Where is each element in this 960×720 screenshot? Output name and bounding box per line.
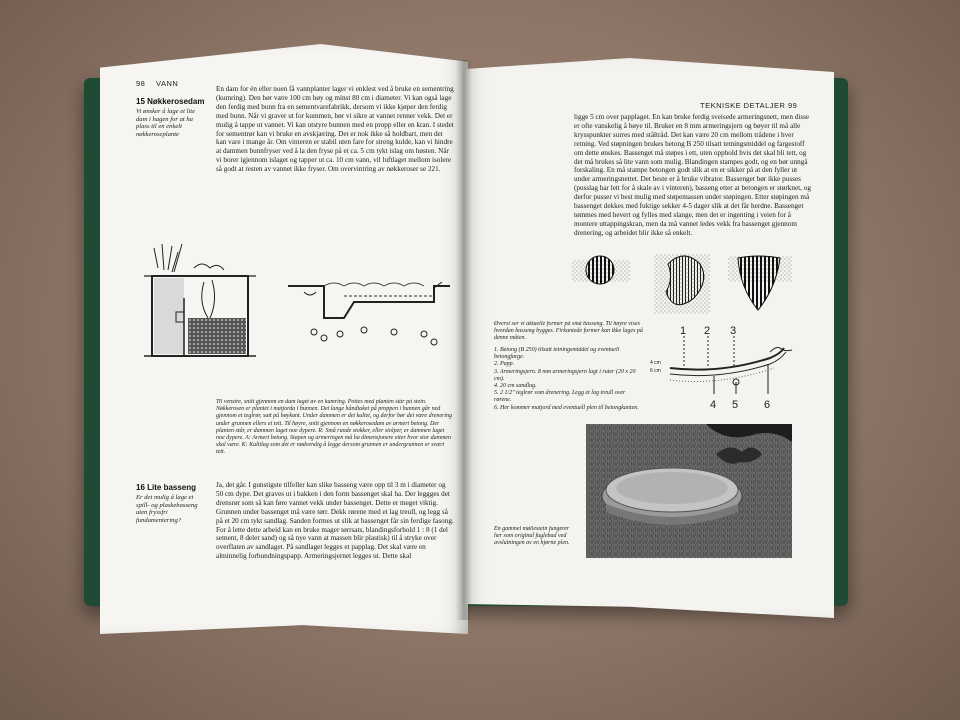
right-running-head: TEKNISKE DETALJER	[700, 101, 786, 110]
section-16-question: Er det mulig å lage et spill- og plaskebasseng uten fryssfri fundamentering?	[136, 494, 198, 524]
section-label-2: 2	[704, 325, 711, 337]
legend-item: 2. Papp.	[494, 361, 515, 368]
section-15-body: En dam for én eller noen få vannplanter lager vi enklest ved å bruke en sementring (kumring). Den bør være 100 cm høy og minst 80 cm i diameter. Vi kan også lage den ferdig med bunn fra en sementvarefabrikk, dersom vi ikke kjøper den ferdig med bunn. Når vi graver ut for kummen, bør vi sikre at vannet renner vekk. Det er mulig å tappe ut vannet. Vi kan utstyre bunnen med en propp eller en kran. I stedet for sementrør kan vi bruke en avskjæring. Det er nok ikke så holdbart, men det kan vare i mange år. Om vinteren er stabil uten fare for streng kulde, kan vi hindre at dammen bunnfryser ved å la den fryse på et ca. 5 cm tykt islag om høsten. Når vi borer igjennom islaget og tapper ut ca. 10 cm vann, vil luftlaget mellom isolere så godt at resten av vannet ikke fryser. Om overvintring av nøkkeroser se 221.	[216, 85, 454, 174]
dam-section-figure-right	[284, 272, 454, 356]
section-label-4: 4	[710, 399, 717, 411]
section-16-body: Ja, det går. I gunstigste tilfeller kan slike basseng være opp til 3 m i diameter og 50 cm dype. Det graves ut i bakken i den form bassenget skal ha. Der leggges det drensrør som så kan føre vannet vekk under bassenget. Dette er meget viktig. Grunnen under bassenget må være tørr. Dekk rørene med et lag treull, og legg så på et 20 cm tykt sandlag. Sanden formes ut slik at bassenget får sin ferdige fasong. For å lette dette arbeid kan en bruke mager tørrsats, blandingsforhold 1 : 8 (1 del sement, 8 deler sand) og så nye vann at massen blir plastisk) til å stryke over overflaten av sandlaget. På sandlaget legges et papplag. Det skal være en alminnelig forbundningspapp. Armeringsjernet legges ut. Dette skal	[216, 481, 454, 561]
basin-cross-section-figure	[650, 324, 800, 414]
basin-shapes-figure	[568, 250, 798, 316]
section-label-5: 5	[732, 399, 739, 411]
dim-label-6cm: 6 cm	[650, 368, 661, 374]
section-15-title: 15 Nøkkerosedam	[136, 97, 205, 106]
section-label-6: 6	[764, 399, 771, 411]
section-15-question: Vi ønsker å lage et lite dam i hagen for at ha plass til en enkelt nøkkeroseplante	[136, 108, 196, 138]
legend-item: 3. Armeringsjern. 8 mm armeringsjern lagt i ruter (20 x 20 cm).	[494, 368, 636, 382]
photo-caption: En gammel møllestein fungerer her som original fuglebad ved avslutningen av en hjørne plen.	[494, 526, 570, 547]
right-page-number: 99	[788, 101, 798, 110]
dim-label-4cm: 4 cm	[650, 360, 661, 366]
left-page-number: 98	[136, 79, 146, 88]
legend-item: 4. 20 cm sandlag.	[494, 383, 537, 390]
right-figure-caption: Øverst ser vi aktuelle former på små basseng. Til høyre vises hvordan basseng bygges. Firkantede former kan ikke lages på denne måten.	[494, 321, 643, 342]
book-gutter	[456, 60, 472, 620]
legend-item: 1. Betong (B 250) tilsatt tetningsmiddel og eventuell betongfarge.	[494, 347, 620, 361]
section-label-1: 1	[680, 325, 687, 337]
millstone-photo	[586, 424, 792, 558]
left-figure-caption: Til venstre, snitt gjennom en dam laget av en kumring. Pottes med planten står på stein. Nøkkerosen er plantet i matjorda i bunnen. Det lange håndtaket på proppen i bunnen går ned gjennom et teglrør, satt på høykant. Under dammen er det kultet, og derfor bør det være drenering under grunnen ellers et tett. Til høyre, snitt gjennom en nøkkerosedam av armert betong. Der planten står, er dammen laget noe dypere. R: Små runde stokker, eller stolper, er dammen laget noe dypere. A: Armert betong. Stapen og armeringen må ha dimensjonere etter hvor stor dammen skal være. K: Kultilag som det er nødvendig å legge dersom grunnen er undergrunnen er svært tett.	[216, 399, 453, 456]
dam-section-figure-left	[144, 238, 264, 364]
left-running-head: VANN	[156, 79, 179, 88]
legend-list	[494, 347, 644, 417]
right-body-text: ligge 5 cm over papplaget. En kan bruke ferdig sveisede armeringsnett, men disse er ofte vanskelig å bøye til. Bruker en 8 mm armeringsjern og bøyer til må alle krysspunkter surres med ståltråd. Det kan være 20 cm mellom trådene i hver retning. Ved støpningen brukes betong B 250 tilsatt tetningsmiddel og fargestoff om dette ønskes. Bassenget må støpes i ett, uten opphold hvis det skal bli tett, og det må brukes så lite vann som mulig. Blandingen stampes godt, og en bør unngå forskaling. En må stampe betongen godt slik at en er sikker på at den fyller ut under armeringsnettet. Det beste er å bruke vibrator. Bassenget bør ikke pusses (pusslag har lett for å skale av i vinteren), basseng etter at betongen er størknet, og derfor pusser vi best mulig med støpemassen under støpingen. Etter støpingen må bassenget dekkes med fuktige sekker 4-5 dager slik at det får herdne. Bassenget tømmes med hevert og fylles med slange, men det er ingenting i veien for å montere uttappingskran, men da må vannet ledes vekk fra bassenget gjennom drenering, og arbeidet blir ikke så enkelt.	[574, 113, 811, 237]
legend-item: 5. 2 1/2" teglrør som drenering. Legg et lag treull over rørene.	[494, 390, 626, 404]
section-label-3: 3	[730, 325, 737, 337]
section-16-title: 16 Lite basseng	[136, 483, 197, 492]
legend-item: 6. Her kommer matjord med eventuell plen til betongkanten.	[494, 404, 639, 411]
